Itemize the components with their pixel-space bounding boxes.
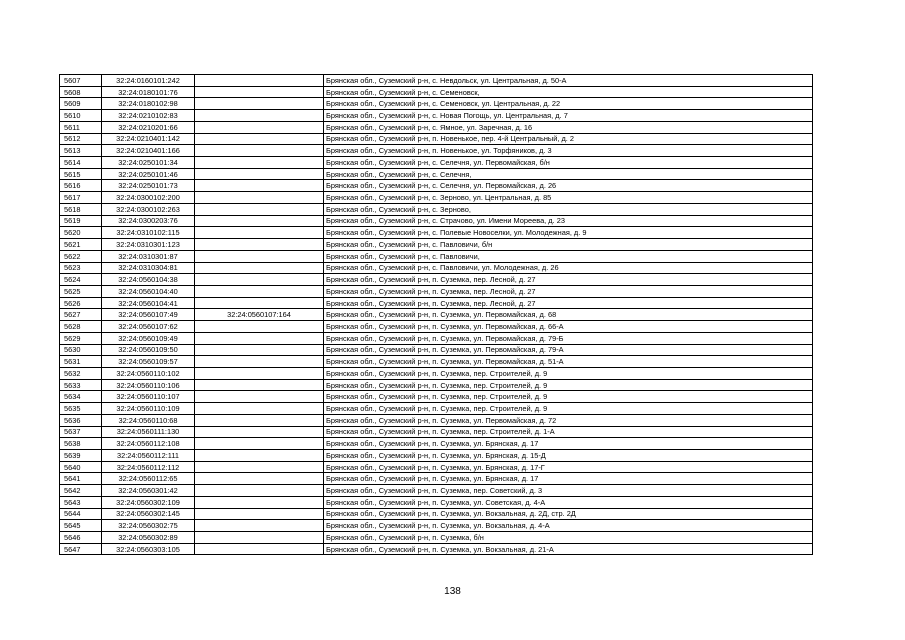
table-row <box>60 332 813 344</box>
row-number-cell: 5609 <box>60 98 102 110</box>
address-cell: Брянская обл., Суземский р-н, п. Суземка, ул. Первомайская, д. 79-А <box>324 344 813 356</box>
table-row <box>60 180 813 192</box>
table-row <box>60 426 813 438</box>
address-cell: Брянская обл., Суземский р-н, п. Суземка, ул. Первомайская, д. 66-А <box>324 321 813 333</box>
cadastral-number-cell: 32:24:0210102:83 <box>102 110 195 122</box>
previous-number-cell <box>195 543 324 555</box>
address-cell: Брянская обл., Суземский р-н, с. Зерново, ул. Центральная, д. 85 <box>324 192 813 204</box>
table-row <box>60 110 813 122</box>
cadastral-number-cell: 32:24:0560110:109 <box>102 403 195 415</box>
cadastral-number-cell: 32:24:0300203:76 <box>102 215 195 227</box>
row-number-cell: 5634 <box>60 391 102 403</box>
row-number-cell: 5615 <box>60 168 102 180</box>
row-number-cell: 5617 <box>60 192 102 204</box>
address-cell: Брянская обл., Суземский р-н, п. Суземка, ул. Первомайская, д. 51-А <box>324 356 813 368</box>
address-cell: Брянская обл., Суземский р-н, с. Павловичи, ул. Молодежная, д. 26 <box>324 262 813 274</box>
row-number-cell: 5645 <box>60 520 102 532</box>
row-number-cell: 5640 <box>60 461 102 473</box>
previous-number-cell <box>195 532 324 544</box>
cadastral-number-cell: 32:24:0310102:115 <box>102 227 195 239</box>
cadastral-number-cell: 32:24:0250101:34 <box>102 157 195 169</box>
cadastral-number-cell: 32:24:0250101:46 <box>102 168 195 180</box>
row-number-cell: 5612 <box>60 133 102 145</box>
cadastral-number-cell: 32:24:0560110:107 <box>102 391 195 403</box>
row-number-cell: 5632 <box>60 367 102 379</box>
cadastral-table <box>59 74 813 555</box>
address-cell: Брянская обл., Суземский р-н, п. Суземка, пер. Строителей, д. 1-А <box>324 426 813 438</box>
previous-number-cell <box>195 180 324 192</box>
cadastral-number-cell: 32:24:0560104:40 <box>102 285 195 297</box>
address-cell: Брянская обл., Суземский р-н, п. Суземка, ул. Вокзальная, д. 4-А <box>324 520 813 532</box>
row-number-cell: 5636 <box>60 414 102 426</box>
table-row <box>60 367 813 379</box>
cadastral-number-cell: 32:24:0560301:42 <box>102 485 195 497</box>
previous-number-cell <box>195 344 324 356</box>
cadastral-number-cell: 32:24:0180102:98 <box>102 98 195 110</box>
previous-number-cell <box>195 297 324 309</box>
cadastral-number-cell: 32:24:0560110:106 <box>102 379 195 391</box>
row-number-cell: 5635 <box>60 403 102 415</box>
row-number-cell: 5629 <box>60 332 102 344</box>
row-number-cell: 5644 <box>60 508 102 520</box>
previous-number-cell <box>195 75 324 87</box>
row-number-cell: 5607 <box>60 75 102 87</box>
previous-number-cell <box>195 262 324 274</box>
address-cell: Брянская обл., Суземский р-н, с. Семеновск, <box>324 86 813 98</box>
address-cell: Брянская обл., Суземский р-н, с. Новая Погощь, ул. Центральная, д. 7 <box>324 110 813 122</box>
previous-number-cell <box>195 332 324 344</box>
previous-number-cell <box>195 157 324 169</box>
table-row <box>60 250 813 262</box>
previous-number-cell <box>195 520 324 532</box>
cadastral-number-cell: 32:24:0310301:123 <box>102 239 195 251</box>
row-number-cell: 5626 <box>60 297 102 309</box>
row-number-cell: 5643 <box>60 496 102 508</box>
row-number-cell: 5618 <box>60 203 102 215</box>
row-number-cell: 5620 <box>60 227 102 239</box>
row-number-cell: 5638 <box>60 438 102 450</box>
address-cell: Брянская обл., Суземский р-н, с. Страчово, ул. Имени Мореева, д. 23 <box>324 215 813 227</box>
address-cell: Брянская обл., Суземский р-н, с. Ямное, ул. Заречная, д. 16 <box>324 121 813 133</box>
row-number-cell: 5623 <box>60 262 102 274</box>
previous-number-cell <box>195 414 324 426</box>
cadastral-number-cell: 32:24:0560110:102 <box>102 367 195 379</box>
address-cell: Брянская обл., Суземский р-н, с. Селечня, ул. Первомайская, б/н <box>324 157 813 169</box>
address-cell: Брянская обл., Суземский р-н, с. Павловичи, <box>324 250 813 262</box>
table-row <box>60 496 813 508</box>
table-row <box>60 403 813 415</box>
previous-number-cell <box>195 450 324 462</box>
address-cell: Брянская обл., Суземский р-н, п. Суземка, пер. Строителей, д. 9 <box>324 391 813 403</box>
previous-number-cell <box>195 133 324 145</box>
previous-number-cell <box>195 403 324 415</box>
table-row <box>60 157 813 169</box>
table-row <box>60 215 813 227</box>
previous-number-cell <box>195 379 324 391</box>
address-cell: Брянская обл., Суземский р-н, с. Полевые Новоселки, ул. Молодежная, д. 9 <box>324 227 813 239</box>
row-number-cell: 5613 <box>60 145 102 157</box>
previous-number-cell <box>195 239 324 251</box>
table-row <box>60 192 813 204</box>
row-number-cell: 5614 <box>60 157 102 169</box>
row-number-cell: 5619 <box>60 215 102 227</box>
cadastral-number-cell: 32:24:0560302:109 <box>102 496 195 508</box>
row-number-cell: 5630 <box>60 344 102 356</box>
table-row <box>60 309 813 321</box>
cadastral-number-cell: 32:24:0300102:263 <box>102 203 195 215</box>
table-row <box>60 121 813 133</box>
address-cell: Брянская обл., Суземский р-н, п. Суземка, ул. Первомайская, д. 79-Б <box>324 332 813 344</box>
address-cell: Брянская обл., Суземский р-н, п. Суземка, ул. Брянская, д. 17-Г <box>324 461 813 473</box>
row-number-cell: 5622 <box>60 250 102 262</box>
table-row <box>60 461 813 473</box>
row-number-cell: 5611 <box>60 121 102 133</box>
table-row <box>60 86 813 98</box>
address-cell: Брянская обл., Суземский р-н, п. Новенькое, пер. 4-й Центральный, д. 2 <box>324 133 813 145</box>
cadastral-number-cell: 32:24:0310301:87 <box>102 250 195 262</box>
row-number-cell: 5641 <box>60 473 102 485</box>
row-number-cell: 5610 <box>60 110 102 122</box>
address-cell: Брянская обл., Суземский р-н, п. Новенькое, ул. Торфяников, д. 3 <box>324 145 813 157</box>
address-cell: Брянская обл., Суземский р-н, п. Суземка, ул. Брянская, д. 15-Д <box>324 450 813 462</box>
address-cell: Брянская обл., Суземский р-н, п. Суземка, ул. Вокзальная, д. 2Д, стр. 2Д <box>324 508 813 520</box>
previous-number-cell <box>195 508 324 520</box>
row-number-cell: 5628 <box>60 321 102 333</box>
row-number-cell: 5647 <box>60 543 102 555</box>
row-number-cell: 5616 <box>60 180 102 192</box>
table-row <box>60 274 813 286</box>
address-cell: Брянская обл., Суземский р-н, с. Семеновск, ул. Центральная, д. 22 <box>324 98 813 110</box>
previous-number-cell <box>195 192 324 204</box>
cadastral-number-cell: 32:24:0560112:108 <box>102 438 195 450</box>
table-row <box>60 450 813 462</box>
previous-number-cell <box>195 86 324 98</box>
previous-number-cell: 32:24:0560107:164 <box>195 309 324 321</box>
cadastral-number-cell: 32:24:0560302:145 <box>102 508 195 520</box>
previous-number-cell <box>195 98 324 110</box>
row-number-cell: 5627 <box>60 309 102 321</box>
page-number: 138 <box>444 586 461 597</box>
cadastral-number-cell: 32:24:0160101:242 <box>102 75 195 87</box>
table-row <box>60 391 813 403</box>
cadastral-number-cell: 32:24:0560109:57 <box>102 356 195 368</box>
table-row <box>60 321 813 333</box>
table-row <box>60 203 813 215</box>
previous-number-cell <box>195 227 324 239</box>
address-cell: Брянская обл., Суземский р-н, п. Суземка, пер. Лесной, д. 27 <box>324 274 813 286</box>
cadastral-number-cell: 32:24:0560107:49 <box>102 309 195 321</box>
table-row <box>60 262 813 274</box>
previous-number-cell <box>195 496 324 508</box>
cadastral-number-cell: 32:24:0560111:130 <box>102 426 195 438</box>
table-row <box>60 485 813 497</box>
previous-number-cell <box>195 473 324 485</box>
address-cell: Брянская обл., Суземский р-н, п. Суземка, ул. Советская, д. 4-А <box>324 496 813 508</box>
previous-number-cell <box>195 250 324 262</box>
cadastral-number-cell: 32:24:0210401:166 <box>102 145 195 157</box>
address-cell: Брянская обл., Суземский р-н, п. Суземка, ул. Брянская, д. 17 <box>324 438 813 450</box>
address-cell: Брянская обл., Суземский р-н, с. Зерново, <box>324 203 813 215</box>
address-cell: Брянская обл., Суземский р-н, п. Суземка, ул. Первомайская, д. 72 <box>324 414 813 426</box>
table-row <box>60 520 813 532</box>
address-cell: Брянская обл., Суземский р-н, с. Селечня, ул. Первомайская, д. 26 <box>324 180 813 192</box>
table-row <box>60 239 813 251</box>
row-number-cell: 5633 <box>60 379 102 391</box>
cadastral-number-cell: 32:24:0560302:89 <box>102 532 195 544</box>
address-cell: Брянская обл., Суземский р-н, п. Суземка, пер. Строителей, д. 9 <box>324 379 813 391</box>
row-number-cell: 5642 <box>60 485 102 497</box>
table-row <box>60 344 813 356</box>
previous-number-cell <box>195 203 324 215</box>
cadastral-number-cell: 32:24:0300102:200 <box>102 192 195 204</box>
address-cell: Брянская обл., Суземский р-н, п. Суземка, пер. Советский, д. 3 <box>324 485 813 497</box>
table-row <box>60 285 813 297</box>
table-row <box>60 532 813 544</box>
cadastral-number-cell: 32:24:0560109:50 <box>102 344 195 356</box>
previous-number-cell <box>195 274 324 286</box>
address-cell: Брянская обл., Суземский р-н, п. Суземка, пер. Строителей, д. 9 <box>324 367 813 379</box>
cadastral-number-cell: 32:24:0310304:81 <box>102 262 195 274</box>
address-cell: Брянская обл., Суземский р-н, с. Невдольск, ул. Центральная, д. 50-А <box>324 75 813 87</box>
row-number-cell: 5639 <box>60 450 102 462</box>
address-cell: Брянская обл., Суземский р-н, п. Суземка, пер. Строителей, д. 9 <box>324 403 813 415</box>
cadastral-number-cell: 32:24:0560112:112 <box>102 461 195 473</box>
table-row <box>60 414 813 426</box>
row-number-cell: 5608 <box>60 86 102 98</box>
table-row <box>60 75 813 87</box>
row-number-cell: 5624 <box>60 274 102 286</box>
table-row <box>60 297 813 309</box>
cadastral-number-cell: 32:24:0560303:105 <box>102 543 195 555</box>
row-number-cell: 5621 <box>60 239 102 251</box>
previous-number-cell <box>195 145 324 157</box>
table-row <box>60 543 813 555</box>
previous-number-cell <box>195 391 324 403</box>
cadastral-number-cell: 32:24:0560104:41 <box>102 297 195 309</box>
table-row <box>60 168 813 180</box>
previous-number-cell <box>195 121 324 133</box>
address-cell: Брянская обл., Суземский р-н, п. Суземка, пер. Лесной, д. 27 <box>324 285 813 297</box>
address-cell: Брянская обл., Суземский р-н, п. Суземка, ул. Брянская, д. 17 <box>324 473 813 485</box>
cadastral-number-cell: 32:24:0210201:66 <box>102 121 195 133</box>
table-row <box>60 98 813 110</box>
cadastral-number-cell: 32:24:0560109:49 <box>102 332 195 344</box>
row-number-cell: 5625 <box>60 285 102 297</box>
address-cell: Брянская обл., Суземский р-н, с. Селечня, <box>324 168 813 180</box>
previous-number-cell <box>195 485 324 497</box>
previous-number-cell <box>195 110 324 122</box>
table-row <box>60 133 813 145</box>
row-number-cell: 5646 <box>60 532 102 544</box>
table-row <box>60 438 813 450</box>
table-row <box>60 473 813 485</box>
table-body <box>60 75 813 555</box>
table-row <box>60 356 813 368</box>
cadastral-number-cell: 32:24:0250101:73 <box>102 180 195 192</box>
table-row <box>60 145 813 157</box>
previous-number-cell <box>195 426 324 438</box>
address-cell: Брянская обл., Суземский р-н, п. Суземка, ул. Вокзальная, д. 21-А <box>324 543 813 555</box>
cadastral-number-cell: 32:24:0180101:76 <box>102 86 195 98</box>
previous-number-cell <box>195 285 324 297</box>
address-cell: Брянская обл., Суземский р-н, п. Суземка, ул. Первомайская, д. 68 <box>324 309 813 321</box>
address-cell: Брянская обл., Суземский р-н, п. Суземка, пер. Лесной, д. 27 <box>324 297 813 309</box>
cadastral-number-cell: 32:24:0560112:65 <box>102 473 195 485</box>
table-row <box>60 227 813 239</box>
cadastral-number-cell: 32:24:0560110:68 <box>102 414 195 426</box>
cadastral-number-cell: 32:24:0560112:111 <box>102 450 195 462</box>
previous-number-cell <box>195 367 324 379</box>
previous-number-cell <box>195 215 324 227</box>
address-cell: Брянская обл., Суземский р-н, п. Суземка, б/н <box>324 532 813 544</box>
row-number-cell: 5631 <box>60 356 102 368</box>
row-number-cell: 5637 <box>60 426 102 438</box>
table-row <box>60 379 813 391</box>
previous-number-cell <box>195 438 324 450</box>
cadastral-number-cell: 32:24:0560302:75 <box>102 520 195 532</box>
previous-number-cell <box>195 321 324 333</box>
cadastral-number-cell: 32:24:0560104:38 <box>102 274 195 286</box>
address-cell: Брянская обл., Суземский р-н, с. Павловичи, б/н <box>324 239 813 251</box>
previous-number-cell <box>195 168 324 180</box>
previous-number-cell <box>195 461 324 473</box>
table-row <box>60 508 813 520</box>
previous-number-cell <box>195 356 324 368</box>
cadastral-number-cell: 32:24:0560107:62 <box>102 321 195 333</box>
cadastral-number-cell: 32:24:0210401:142 <box>102 133 195 145</box>
